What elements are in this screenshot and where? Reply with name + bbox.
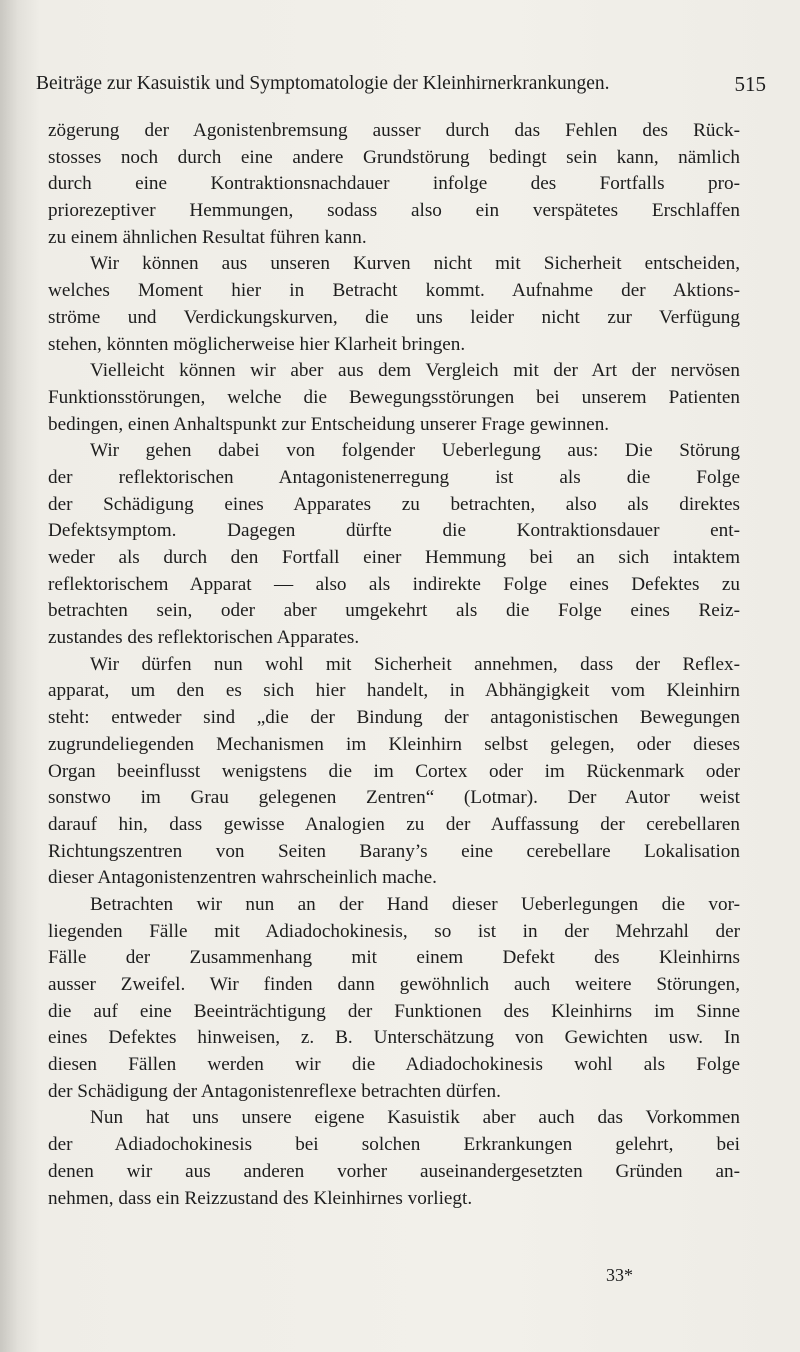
running-header [36, 70, 766, 98]
text-line: sonstwo im Grau gelegenen Zentren“ (Lotmar). Der Autor weist [48, 787, 740, 809]
text-line: Wir können aus unseren Kurven nicht mit Sicherheit entscheiden, [90, 253, 740, 275]
text-line: zu einem ähnlichen Resultat führen kann. [48, 226, 367, 248]
body-text [48, 118, 740, 1212]
signature-mark: 33* [606, 1265, 633, 1285]
text-line: Nun hat uns unsere eigene Kasuistik aber auch das Vorkommen [90, 1107, 740, 1129]
text-line: die auf eine Beeinträchtigung der Funktionen des Kleinhirns im Sinne [48, 1000, 740, 1022]
text-line: stehen, könnten möglicherweise hier Klarheit bringen. [48, 333, 466, 355]
text-line: zustandes des reflektorischen Apparates. [48, 627, 360, 649]
text-line: diesen Fällen werden wir die Adiadochokinesis wohl als Folge [48, 1054, 740, 1076]
text-line: ströme und Verdickungskurven, die uns leider nicht zur Verfügung [48, 306, 740, 328]
text-line: Richtungszentren von Seiten Barany’s eine cerebellare Lokalisation [48, 840, 740, 862]
text-line: Betrachten wir nun an der Hand dieser Ueberlegungen die vor- [90, 893, 740, 915]
text-line: welches Moment hier in Betracht kommt. Aufnahme der Aktions- [48, 280, 740, 302]
text-line: der Schädigung eines Apparates zu betrachten, also als direktes [48, 493, 740, 515]
text-line: reflektorischem Apparat — also als indirekte Folge eines Defektes zu [48, 573, 740, 595]
text-line: Vielleicht können wir aber aus dem Vergleich mit der Art der nervösen [90, 360, 740, 382]
text-line: denen wir aus anderen vorher auseinandergesetzten Gründen an- [48, 1160, 740, 1182]
text-line: der Adiadochokinesis bei solchen Erkrankungen gelehrt, bei [48, 1134, 740, 1156]
text-line: dieser Antagonistenzentren wahrscheinlich mache. [48, 867, 437, 889]
text-line: apparat, um den es sich hier handelt, in Abhängigkeit vom Kleinhirn [48, 680, 740, 702]
text-line: der reflektorischen Antagonistenerregung ist als die Folge [48, 466, 740, 488]
text-line: Organ beeinflusst wenigstens die im Cortex oder im Rückenmark oder [48, 760, 740, 782]
text-line: nehmen, dass ein Reizzustand des Kleinhirnes vorliegt. [48, 1187, 473, 1209]
text-line: Defektsymptom. Dagegen dürfte die Kontraktionsdauer ent- [48, 520, 740, 542]
text-line: betrachten sein, oder aber umgekehrt als die Folge eines Reiz- [48, 600, 740, 622]
text-line: durch eine Kontraktionsnachdauer infolge des Fortfalls pro- [48, 173, 740, 195]
text-line: Funktionsstörungen, welche die Bewegungsstörungen bei unserem Patienten [48, 386, 740, 408]
text-line: liegenden Fälle mit Adiadochokinesis, so ist in der Mehrzahl der [48, 920, 740, 942]
text-line: Wir gehen dabei von folgender Ueberlegung aus: Die Störung [90, 440, 740, 462]
text-line: darauf hin, dass gewisse Analogien zu der Auffassung der cerebellaren [48, 813, 740, 835]
text-line: zögerung der Agonistenbremsung ausser durch das Fehlen des Rück- [48, 120, 740, 141]
text-line: bedingen, einen Anhaltspunkt zur Entscheidung unserer Frage gewinnen. [48, 413, 610, 435]
text-line: steht: entweder sind „die der Bindung der antagonistischen Bewegungen [48, 707, 740, 729]
text-line: ausser Zweifel. Wir finden dann gewöhnlich auch weitere Störungen, [48, 974, 740, 995]
text-line: stosses noch durch eine andere Grundstörung bedingt sein kann, nämlich [48, 146, 740, 168]
text-line: der Schädigung der Antagonistenreflexe betrachten dürfen. [48, 1080, 501, 1102]
text-line: zugrundeliegenden Mechanismen im Kleinhirn selbst gelegen, oder dieses [48, 733, 740, 755]
text-line: weder als durch den Fortfall einer Hemmung bei an sich intaktem [48, 547, 740, 568]
text-line: Fälle der Zusammenhang mit einem Defekt des Kleinhirns [48, 947, 740, 969]
text-line: Wir dürfen nun wohl mit Sicherheit annehmen, dass der Reflex- [90, 653, 740, 675]
running-title: Beiträge zur Kasuistik und Symptomatologie der Kleinhirnerkrankungen. [36, 73, 610, 94]
text-line: priorezeptiver Hemmungen, sodass also ein verspätetes Erschlaffen [48, 200, 740, 222]
text-line: eines Defektes hinweisen, z. B. Unterschätzung von Gewichten usw. In [48, 1027, 740, 1049]
page-number: 515 [734, 72, 766, 96]
